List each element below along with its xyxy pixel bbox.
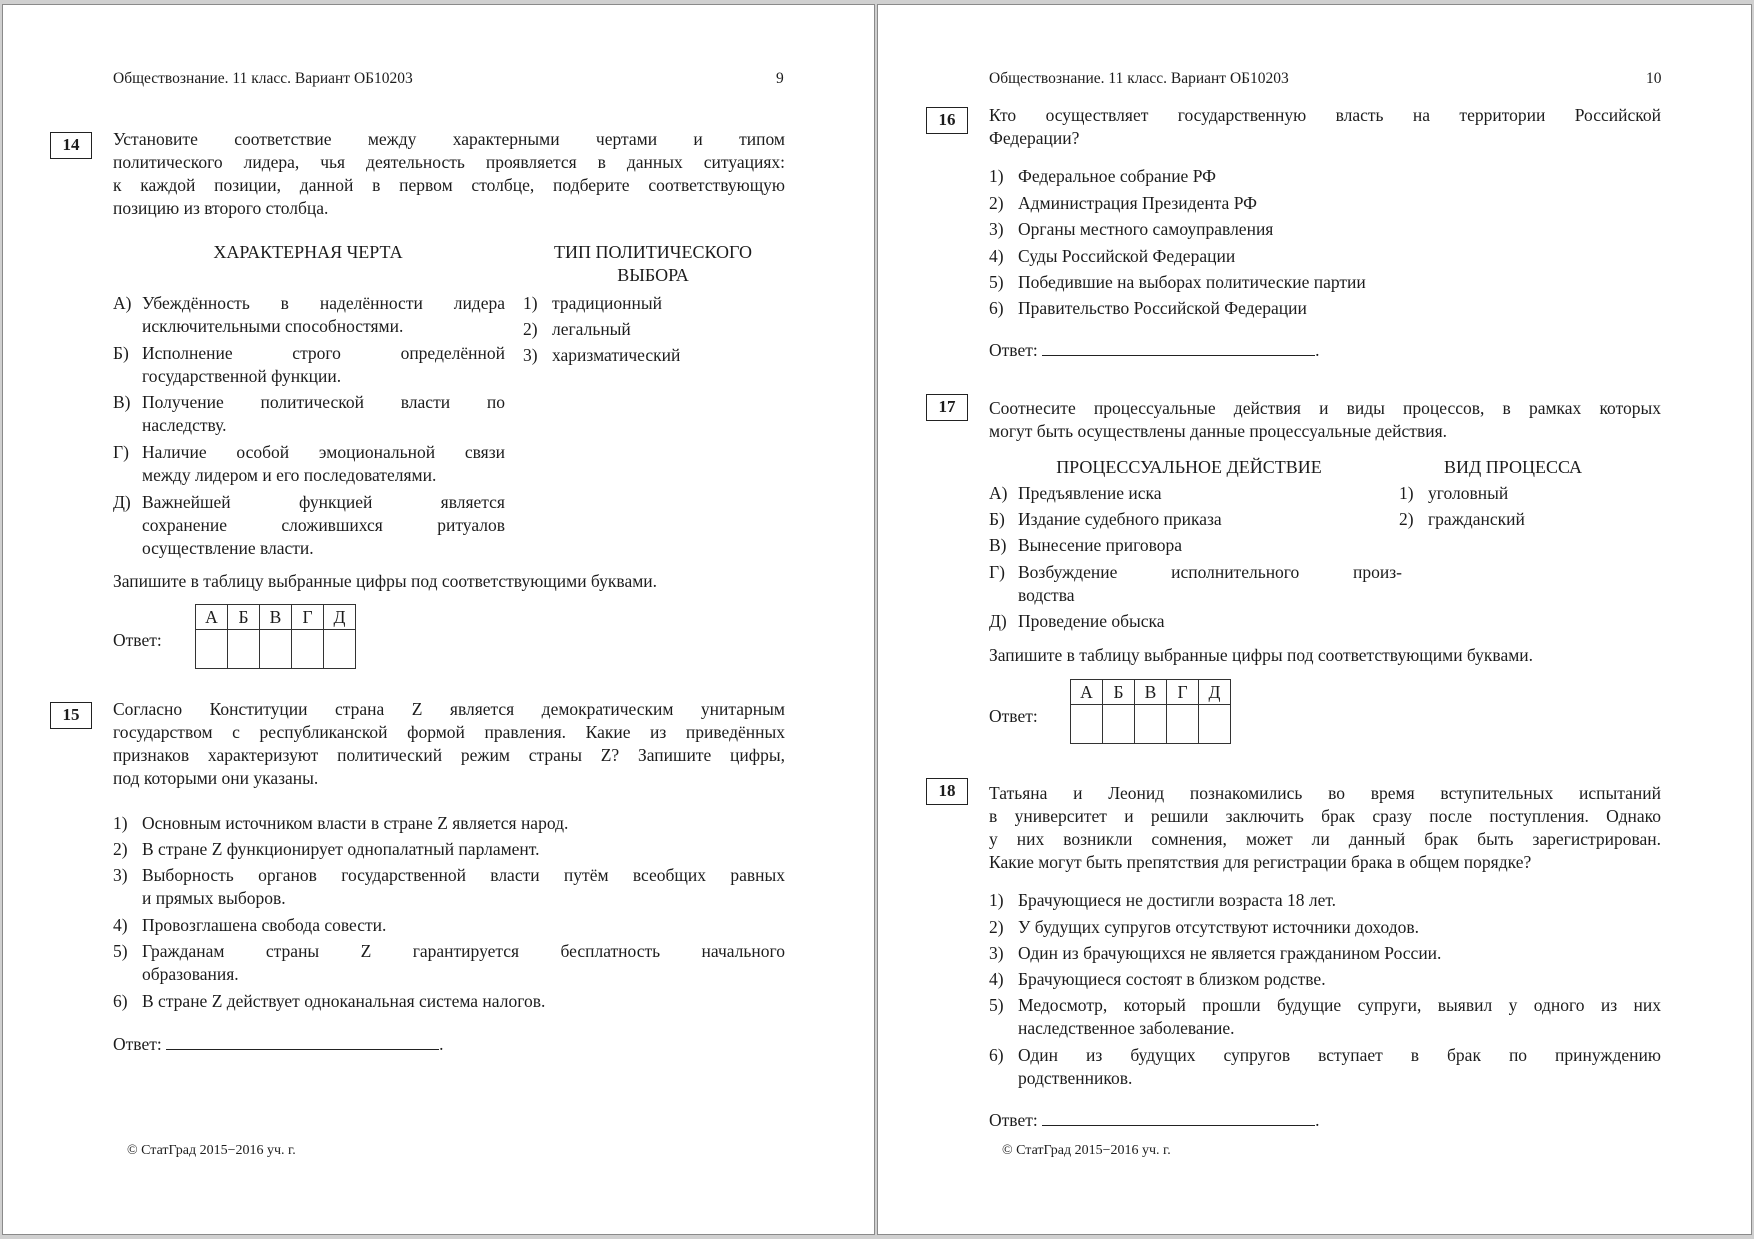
q14-feature-v [113, 391, 505, 437]
q18-option-6 [989, 1044, 1661, 1090]
q17-col2-title: ВИД ПРОЦЕССА [1443, 457, 1583, 477]
item-text: Исполнение строго определённой [142, 343, 505, 363]
q14-feature-a [113, 292, 505, 338]
answer-line[interactable] [1042, 1108, 1315, 1126]
q18-answer [989, 1108, 1319, 1132]
q14-intro-line: к каждой позиции, данной в первом столбце, подберите соответствующую [113, 175, 785, 195]
item-text: родственников. [1018, 1068, 1133, 1088]
q16-option-6 [989, 297, 1661, 320]
answer-table-header: Б [228, 605, 260, 630]
item-text: Предъявление иска [1018, 483, 1162, 503]
q18-option-5 [989, 994, 1661, 1040]
page-header-title: Обществознание. 11 класс. Вариант ОБ10203 [989, 70, 1289, 87]
q16-answer [989, 338, 1319, 362]
answer-table-header: А [196, 605, 228, 630]
answer-table-header: Д [1199, 680, 1231, 705]
answer-cell[interactable] [1103, 705, 1135, 744]
q18-option-2 [989, 916, 1661, 939]
item-marker: 6) [989, 1045, 1004, 1065]
item-text: образования. [142, 964, 239, 984]
item-marker: 1) [989, 166, 1004, 186]
q16-option-5 [989, 271, 1661, 294]
q14-feature-b [113, 342, 505, 388]
item-text: Победившие на выборах политические партии [1018, 272, 1366, 292]
item-marker: 5) [989, 272, 1004, 292]
answer-label: Ответ: [989, 1110, 1038, 1130]
item-text: Провозглашена свобода совести. [142, 915, 387, 935]
q17-intro [989, 397, 1661, 443]
item-marker: 4) [113, 915, 128, 935]
item-marker: Д) [989, 611, 1007, 631]
q16-intro [989, 104, 1661, 150]
answer-label: Ответ: [113, 1034, 162, 1054]
item-text: наследству. [142, 415, 227, 435]
q14-answer-table[interactable] [195, 604, 356, 669]
q14-intro-line: позицию из второго столбца. [113, 198, 329, 218]
item-marker: 6) [113, 991, 128, 1011]
q17-intro-line: могут быть осуществлены данные процессуальные действия. [989, 421, 1447, 441]
q17-intro-line: Соотнесите процессуальные действия и виды процессов, в рамках которых [989, 398, 1661, 418]
q18-option-3 [989, 942, 1661, 965]
answer-table-header: В [1135, 680, 1167, 705]
item-text: харизматический [552, 345, 681, 365]
answer-cell[interactable] [228, 630, 260, 669]
answer-table-header: Б [1103, 680, 1135, 705]
q17-answer-label: Ответ: [989, 706, 1038, 726]
q14-type-1 [523, 292, 783, 315]
q14-col2-title-line: ТИП ПОЛИТИЧЕСКОГО [553, 242, 752, 262]
answer-cell[interactable] [324, 630, 356, 669]
item-text: Важнейшей функцией является [142, 492, 505, 512]
q14-col1-title: ХАРАКТЕРНАЯ ЧЕРТА [213, 242, 403, 262]
answer-line[interactable] [166, 1032, 439, 1050]
q16-intro-line: Федерации? [989, 128, 1080, 148]
q15-option-5 [113, 940, 785, 986]
question-number-17: 17 [926, 394, 968, 421]
q17-action-b [989, 508, 1402, 531]
item-text: Администрация Президента РФ [1018, 193, 1257, 213]
item-text: исключительными способностями. [142, 316, 404, 336]
q14-feature-d [113, 491, 505, 560]
answer-cell[interactable] [1071, 705, 1103, 744]
answer-cell[interactable] [292, 630, 324, 669]
item-text: Органы местного самоуправления [1018, 219, 1274, 239]
page-footer: © СтатГрад 2015−2016 уч. г. [1002, 1143, 1171, 1158]
item-text: уголовный [1428, 483, 1509, 503]
item-text: Издание судебного приказа [1018, 509, 1222, 529]
question-number-16: 16 [926, 107, 968, 134]
q14-feature-g [113, 441, 505, 487]
q16-option-4 [989, 245, 1661, 268]
q14-answer-label: Ответ: [113, 630, 162, 650]
item-text: В стране Z функционирует однопалатный парламент. [142, 839, 540, 859]
q17-instruction: Запишите в таблицу выбранные цифры под соответствующими буквами. [989, 645, 1534, 665]
q15-option-1 [113, 812, 785, 835]
q14-type-3 [523, 344, 783, 367]
item-text: Основным источником власти в стране Z является народ. [142, 813, 569, 833]
item-marker: 1) [1399, 483, 1414, 503]
left-page [2, 4, 875, 1235]
item-marker: 6) [989, 298, 1004, 318]
item-text: водства [1018, 585, 1075, 605]
q15-intro [113, 698, 785, 790]
item-text: У будущих супругов отсутствуют источники доходов. [1018, 917, 1420, 937]
q14-col2-title [518, 241, 788, 287]
item-text: Правительство Российской Федерации [1018, 298, 1307, 318]
q14-intro [113, 128, 785, 220]
item-text: наследственное заболевание. [1018, 1018, 1235, 1038]
answer-cell[interactable] [1199, 705, 1231, 744]
item-text: сохранение сложившихся ритуалов [142, 515, 505, 535]
item-text: Возбуждение исполнительного произ- [1018, 562, 1402, 582]
answer-cell[interactable] [260, 630, 292, 669]
q17-answer-table[interactable] [1070, 679, 1231, 744]
q15-intro-line: признаков характеризуют политический режим страны Z? Запишите цифры, [113, 745, 785, 765]
answer-end: . [439, 1034, 444, 1054]
question-number-18: 18 [926, 778, 968, 805]
item-text: гражданский [1428, 509, 1525, 529]
answer-cell[interactable] [1135, 705, 1167, 744]
item-text: Гражданам страны Z гарантируется бесплатность начального [142, 941, 785, 961]
item-marker: Г) [989, 562, 1005, 582]
q15-intro-line: Согласно Конституции страна Z является демократическим унитарным [113, 699, 785, 719]
answer-cell[interactable] [1167, 705, 1199, 744]
item-text: Брачующиеся состоят в близком родстве. [1018, 969, 1326, 989]
answer-cell[interactable] [196, 630, 228, 669]
item-marker: 2) [523, 319, 538, 339]
item-marker: В) [989, 535, 1007, 555]
item-marker: 5) [989, 995, 1004, 1015]
q18-intro-line: в университет и решили заключить брак сразу после поступления. Однако [989, 806, 1661, 826]
page-number: 9 [776, 70, 784, 87]
item-text: государственной функции. [142, 366, 342, 386]
item-marker: 1) [989, 890, 1004, 910]
item-marker: 1) [113, 813, 128, 833]
item-marker: Г) [113, 442, 129, 462]
q16-intro-line: Кто осуществляет государственную власть на территории Российской [989, 105, 1661, 125]
page-number: 10 [1646, 70, 1662, 87]
item-text: Медосмотр, который прошли будущие супруги, выявил у одного из них [1018, 995, 1661, 1015]
q17-action-v [989, 534, 1402, 557]
item-marker: В) [113, 392, 131, 412]
q15-intro-line: под которыми они указаны. [113, 768, 319, 788]
item-marker: 3) [523, 345, 538, 365]
q15-option-2 [113, 838, 785, 861]
item-marker: 1) [523, 293, 538, 313]
q15-option-3 [113, 864, 785, 910]
q15-intro-line: государством с республиканской формой правления. Какие из приведённых [113, 722, 785, 742]
answer-line[interactable] [1042, 338, 1315, 356]
q17-kind-1 [1399, 482, 1629, 505]
q15-option-6 [113, 990, 785, 1013]
answer-end: . [1315, 340, 1320, 360]
q14-intro-line: политического лидера, чья деятельность проявляется в данных ситуациях: [113, 152, 785, 172]
question-number-15: 15 [50, 702, 92, 729]
answer-label: Ответ: [989, 340, 1038, 360]
answer-table-header: А [1071, 680, 1103, 705]
item-text: между лидером и его последователями. [142, 465, 437, 485]
answer-table-header: Г [1167, 680, 1199, 705]
q14-instruction: Запишите в таблицу выбранные цифры под соответствующими буквами. [113, 571, 658, 591]
item-marker: 2) [989, 193, 1004, 213]
item-text: Суды Российской Федерации [1018, 246, 1236, 266]
item-text: традиционный [552, 293, 662, 313]
q15-answer [113, 1032, 443, 1056]
item-text: осуществление власти. [142, 538, 314, 558]
item-marker: Б) [989, 509, 1005, 529]
item-text: Выборность органов государственной власти путём всеобщих равных [142, 865, 785, 885]
item-marker: 3) [989, 219, 1004, 239]
item-marker: 5) [113, 941, 128, 961]
item-text: и прямых выборов. [142, 888, 286, 908]
item-text: Получение политической власти по [142, 392, 505, 412]
question-number-14: 14 [50, 132, 92, 159]
q17-action-g [989, 561, 1402, 607]
item-marker: 2) [989, 917, 1004, 937]
item-marker: А) [113, 293, 132, 313]
page-footer: © СтатГрад 2015−2016 уч. г. [127, 1143, 296, 1158]
q16-option-1 [989, 165, 1661, 188]
q18-intro-line: у них возникли сомнения, может ли данный брак быть зарегистрирован. [989, 829, 1661, 849]
item-text: Вынесение приговора [1018, 535, 1183, 555]
item-text: Брачующиеся не достигли возраста 18 лет. [1018, 890, 1337, 910]
q14-col2-title-line: ВЫБОРА [617, 265, 689, 285]
answer-table-header: Д [324, 605, 356, 630]
q17-kind-2 [1399, 508, 1629, 531]
item-text: Федеральное собрание РФ [1018, 166, 1216, 186]
q18-option-1 [989, 889, 1661, 912]
item-marker: Д) [113, 492, 131, 512]
q16-option-3 [989, 218, 1661, 241]
item-marker: 3) [113, 865, 128, 885]
q14-intro-line: Установите соответствие между характерными чертами и типом [113, 129, 785, 149]
q17-action-a [989, 482, 1402, 505]
q15-option-4 [113, 914, 785, 937]
right-page [877, 4, 1752, 1235]
q17-action-d [989, 610, 1402, 633]
item-marker: А) [989, 483, 1008, 503]
item-text: Проведение обыска [1018, 611, 1165, 631]
answer-table-header: В [260, 605, 292, 630]
answer-end: . [1315, 1110, 1320, 1130]
q18-option-4 [989, 968, 1661, 991]
q14-type-2 [523, 318, 783, 341]
item-text: Убеждённость в наделённости лидера [142, 293, 505, 313]
q18-intro-line: Какие могут быть препятствия для регистрации брака в общем порядке? [989, 852, 1532, 872]
q18-intro-line: Татьяна и Леонид познакомились во время вступительных испытаний [989, 783, 1661, 803]
item-marker: Б) [113, 343, 129, 363]
item-marker: 2) [113, 839, 128, 859]
answer-table-header: Г [292, 605, 324, 630]
item-marker: 4) [989, 246, 1004, 266]
item-text: В стране Z действует одноканальная система налогов. [142, 991, 546, 1011]
q17-col1-title: ПРОЦЕССУАЛЬНОЕ ДЕЙСТВИЕ [1056, 457, 1322, 477]
page-header-title: Обществознание. 11 класс. Вариант ОБ10203 [113, 70, 413, 87]
item-marker: 2) [1399, 509, 1414, 529]
item-text: Один из брачующихся не является гражданином России. [1018, 943, 1442, 963]
item-text: Наличие особой эмоциональной связи [142, 442, 505, 462]
item-marker: 3) [989, 943, 1004, 963]
item-marker: 4) [989, 969, 1004, 989]
item-text: Один из будущих супругов вступает в брак по принуждению [1018, 1045, 1661, 1065]
q16-option-2 [989, 192, 1661, 215]
q18-intro [989, 782, 1661, 874]
item-text: легальный [552, 319, 631, 339]
